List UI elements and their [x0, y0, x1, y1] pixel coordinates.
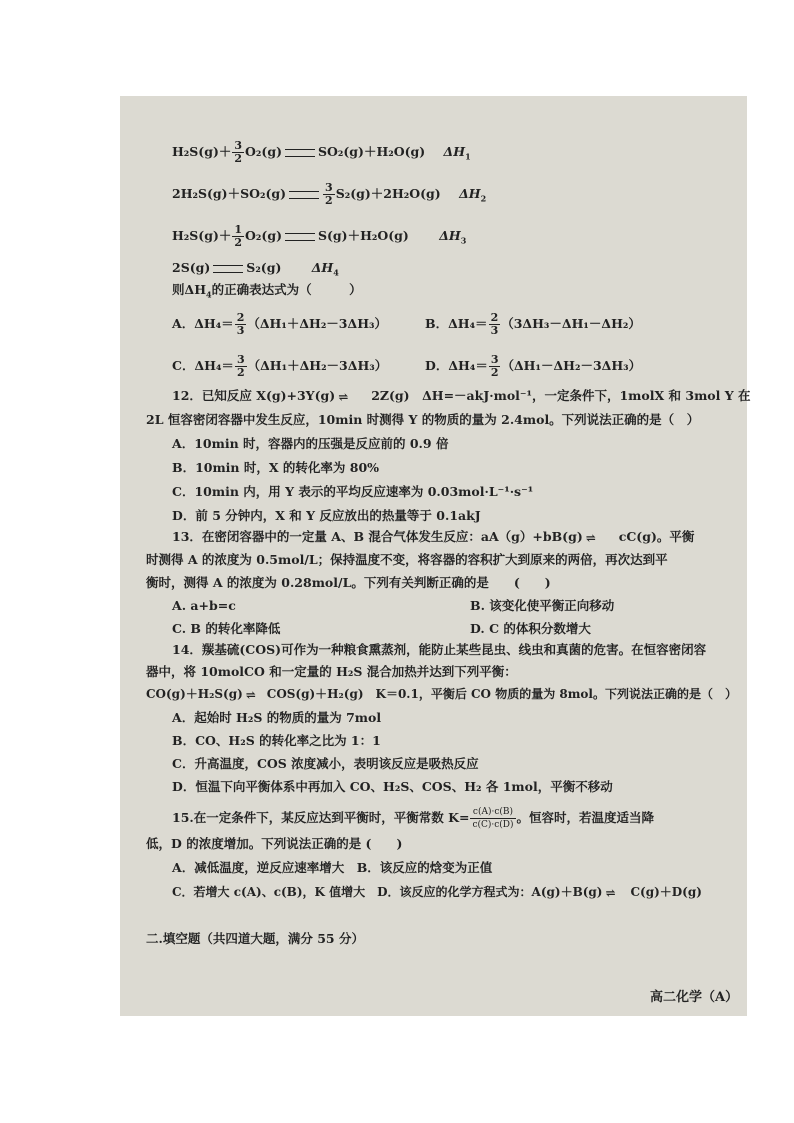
q13-option-a: A. a+b=c	[172, 598, 236, 613]
q15-k-fraction	[470, 806, 515, 831]
q11-c-num: 3	[236, 353, 245, 366]
q11-d-num: 3	[490, 353, 499, 366]
q11-option-d	[425, 354, 641, 379]
q13-stem1-b: cC(g)。平衡	[618, 529, 695, 544]
equal-arrow-icon	[213, 265, 243, 273]
eq2-coef-den: 2	[325, 194, 333, 207]
q15-stem-line1	[172, 806, 654, 831]
q15-options-cd	[172, 882, 702, 902]
reversible-arrow-icon: ⇌	[338, 389, 347, 404]
q11-d-label: D．ΔH₄＝	[425, 358, 488, 373]
eq3-left: H₂S(g)＋	[172, 228, 232, 243]
q11-a-expr: （ΔH₁＋ΔH₂－3ΔH₃）	[247, 316, 387, 331]
eq2-dh-sub: 2	[480, 193, 487, 204]
q15-k-den: c(C)·c(D)	[472, 820, 514, 830]
q11-stem-a: 则ΔH	[172, 282, 207, 297]
eq2-left: 2H₂S(g)＋SO₂(g)	[172, 186, 287, 201]
eq3-dh-sub: 3	[460, 235, 467, 246]
eq2-coef-num: 3	[325, 181, 333, 194]
q14-stem-line3	[146, 684, 737, 704]
equation-3	[172, 224, 466, 251]
q15-stem1-b: 。恒容时，若温度适当降	[516, 810, 655, 825]
eq1-coef-num: 3	[234, 139, 243, 152]
equal-arrow-icon	[289, 191, 319, 199]
q14-stem-line1: 14．羰基硫(COS)可作为一种粮食熏蒸剂，能防止某些昆虫、线虫和真菌的危害。在恒容密闭容	[172, 642, 707, 657]
eq1-left: H₂S(g)＋	[172, 144, 232, 159]
equal-arrow-icon	[285, 149, 315, 157]
equal-arrow-icon	[285, 233, 315, 241]
eq2-coef	[323, 182, 335, 207]
eq1-dh: ΔH	[443, 144, 466, 159]
eq4-dh-sub: 4	[333, 267, 339, 278]
q12-option-b: B．10min 时，X 的转化率为 80%	[172, 460, 380, 475]
q11-d-expr: （ΔH₁－ΔH₂－3ΔH₃）	[501, 358, 642, 373]
section-title-fill-in: 二.填空题（共四道大题，满分 55 分）	[146, 931, 364, 946]
q14-option-b: B．CO、H₂S 的转化率之比为 1：1	[172, 733, 381, 748]
reversible-arrow-icon: ⇌	[245, 687, 254, 702]
eq3-right: S(g)＋H₂O(g)	[317, 228, 409, 243]
eq1-mid: O₂(g)	[245, 144, 282, 159]
q14-stem3-b: COS(g)＋H₂(g) K＝0.1，平衡后 CO 物质的量为 8mol。下列说法正确的是（ ）	[266, 687, 737, 701]
q11-c-den: 2	[236, 366, 245, 379]
equation-2	[172, 182, 486, 209]
reversible-arrow-icon: ⇌	[605, 885, 614, 900]
q15-stem1-a: 15.在一定条件下，某反应达到平衡时，平衡常数 K=	[172, 810, 470, 825]
q15-k-num: c(A)·c(B)	[470, 806, 515, 819]
q15-cd-a: C．若增大 c(A)、c(B)，K 值增大 D．该反应的化学方程式为：A(g)＋B(g)	[172, 885, 603, 899]
q11-option-b	[425, 312, 641, 337]
q11-b-frac	[489, 312, 501, 337]
q13-stem1-a: 13．在密闭容器中的一定量 A、B 混合气体发生反应：aA（g）+bB(g)	[172, 529, 583, 544]
eq3-mid: O₂(g)	[245, 228, 282, 243]
q15-stem-line2: 低，D 的浓度增加。下列说法正确的是 ( )	[146, 836, 403, 851]
equation-4	[172, 258, 339, 283]
q11-c-frac	[235, 354, 247, 379]
q11-c-expr: （ΔH₁＋ΔH₂－3ΔH₃）	[247, 358, 388, 373]
eq4-left: 2S(g)	[172, 260, 211, 275]
eq2-dh: ΔH	[459, 186, 481, 201]
eq3-coef	[232, 224, 244, 249]
q13-option-c: C. B 的转化率降低	[172, 621, 281, 636]
q14-stem3-a: CO(g)＋H₂S(g)	[146, 687, 243, 701]
q12-option-a: A．10min 时，容器内的压强是反应前的 0.9 倍	[172, 436, 449, 451]
eq3-coef-den: 2	[234, 236, 243, 249]
eq3-coef-num: 1	[234, 223, 243, 236]
q11-d-den: 2	[490, 366, 499, 379]
q11-a-label: A．ΔH₄＝	[172, 316, 234, 331]
q14-option-a: A．起始时 H₂S 的物质的量为 7mol	[172, 710, 382, 725]
eq1-coef	[232, 140, 244, 165]
equation-1	[172, 140, 471, 167]
q11-stem-sub: 4	[206, 289, 212, 300]
q13-stem-line1	[172, 527, 694, 547]
q11-option-a	[172, 312, 387, 337]
eq1-dh-sub: 1	[465, 151, 471, 162]
q11-d-frac	[489, 354, 501, 379]
q12-stem-line1	[172, 386, 751, 406]
q11-b-label: B．ΔH₄＝	[425, 316, 488, 331]
eq2-right: S₂(g)＋2H₂O(g)	[335, 186, 441, 201]
q14-option-c: C．升高温度，COS 浓度减小，表明该反应是吸热反应	[172, 756, 479, 771]
q11-a-den: 3	[236, 324, 245, 337]
q11-b-den: 3	[490, 324, 499, 337]
q11-stem	[172, 280, 362, 305]
q13-option-b: B. 该变化使平衡正向移动	[470, 598, 615, 613]
q11-b-num: 2	[490, 311, 499, 324]
q14-option-d: D．恒温下向平衡体系中再加入 CO、H₂S、COS、H₂ 各 1mol，平衡不移动	[172, 779, 613, 794]
eq1-coef-den: 2	[234, 152, 243, 165]
q11-a-frac	[235, 312, 247, 337]
page-footer: 高二化学（A）	[650, 990, 739, 1005]
eq4-dh: ΔH	[311, 260, 334, 275]
q14-stem-line2: 器中，将 10molCO 和一定量的 H₂S 混合加热并达到下列平衡：	[146, 664, 517, 679]
q13-option-d: D. C 的体积分数增大	[470, 621, 591, 636]
q13-stem-line3: 衡时，测得 A 的浓度为 0.28mol/L。下列有关判断正确的是 ( )	[146, 575, 551, 590]
q11-b-expr: （3ΔH₃－ΔH₁－ΔH₂）	[501, 316, 641, 331]
eq1-right: SO₂(g)＋H₂O(g)	[317, 144, 426, 159]
eq3-dh: ΔH	[439, 228, 461, 243]
q11-c-label: C．ΔH₄＝	[172, 358, 234, 373]
q13-stem-line2: 时测得 A 的浓度为 0.5mol/L；保持温度不变，将容器的容积扩大到原来的两倍，再次达到平	[146, 552, 668, 567]
q12-stem1-b: 2Z(g) ΔH=－akJ·mol⁻¹，一定条件下，1molX 和 3mol Y 在	[371, 388, 751, 403]
eq4-right: S₂(g)	[246, 260, 282, 275]
q12-stem-line2: 2L 恒容密闭容器中发生反应，10min 时测得 Y 的物质的量为 2.4mol。下列说法正确的是（ ）	[146, 412, 700, 427]
q11-option-c	[172, 354, 387, 379]
q12-option-d: D．前 5 分钟内，X 和 Y 反应放出的热量等于 0.1akJ	[172, 508, 481, 523]
q15-options-ab: A．减低温度，逆反应速率增大 B．该反应的焓变为正值	[172, 860, 493, 875]
q12-option-c: C．10min 内，用 Y 表示的平均反应速率为 0.03mol·L⁻¹·s⁻¹	[172, 484, 534, 499]
q12-stem1-a: 12．已知反应 X(g)+3Y(g)	[172, 388, 336, 403]
reversible-arrow-icon: ⇌	[585, 530, 594, 545]
q11-a-num: 2	[236, 311, 245, 324]
q15-cd-b: C(g)＋D(g)	[630, 885, 702, 899]
q11-stem-b: 的正确表达式为（ ）	[211, 282, 362, 297]
